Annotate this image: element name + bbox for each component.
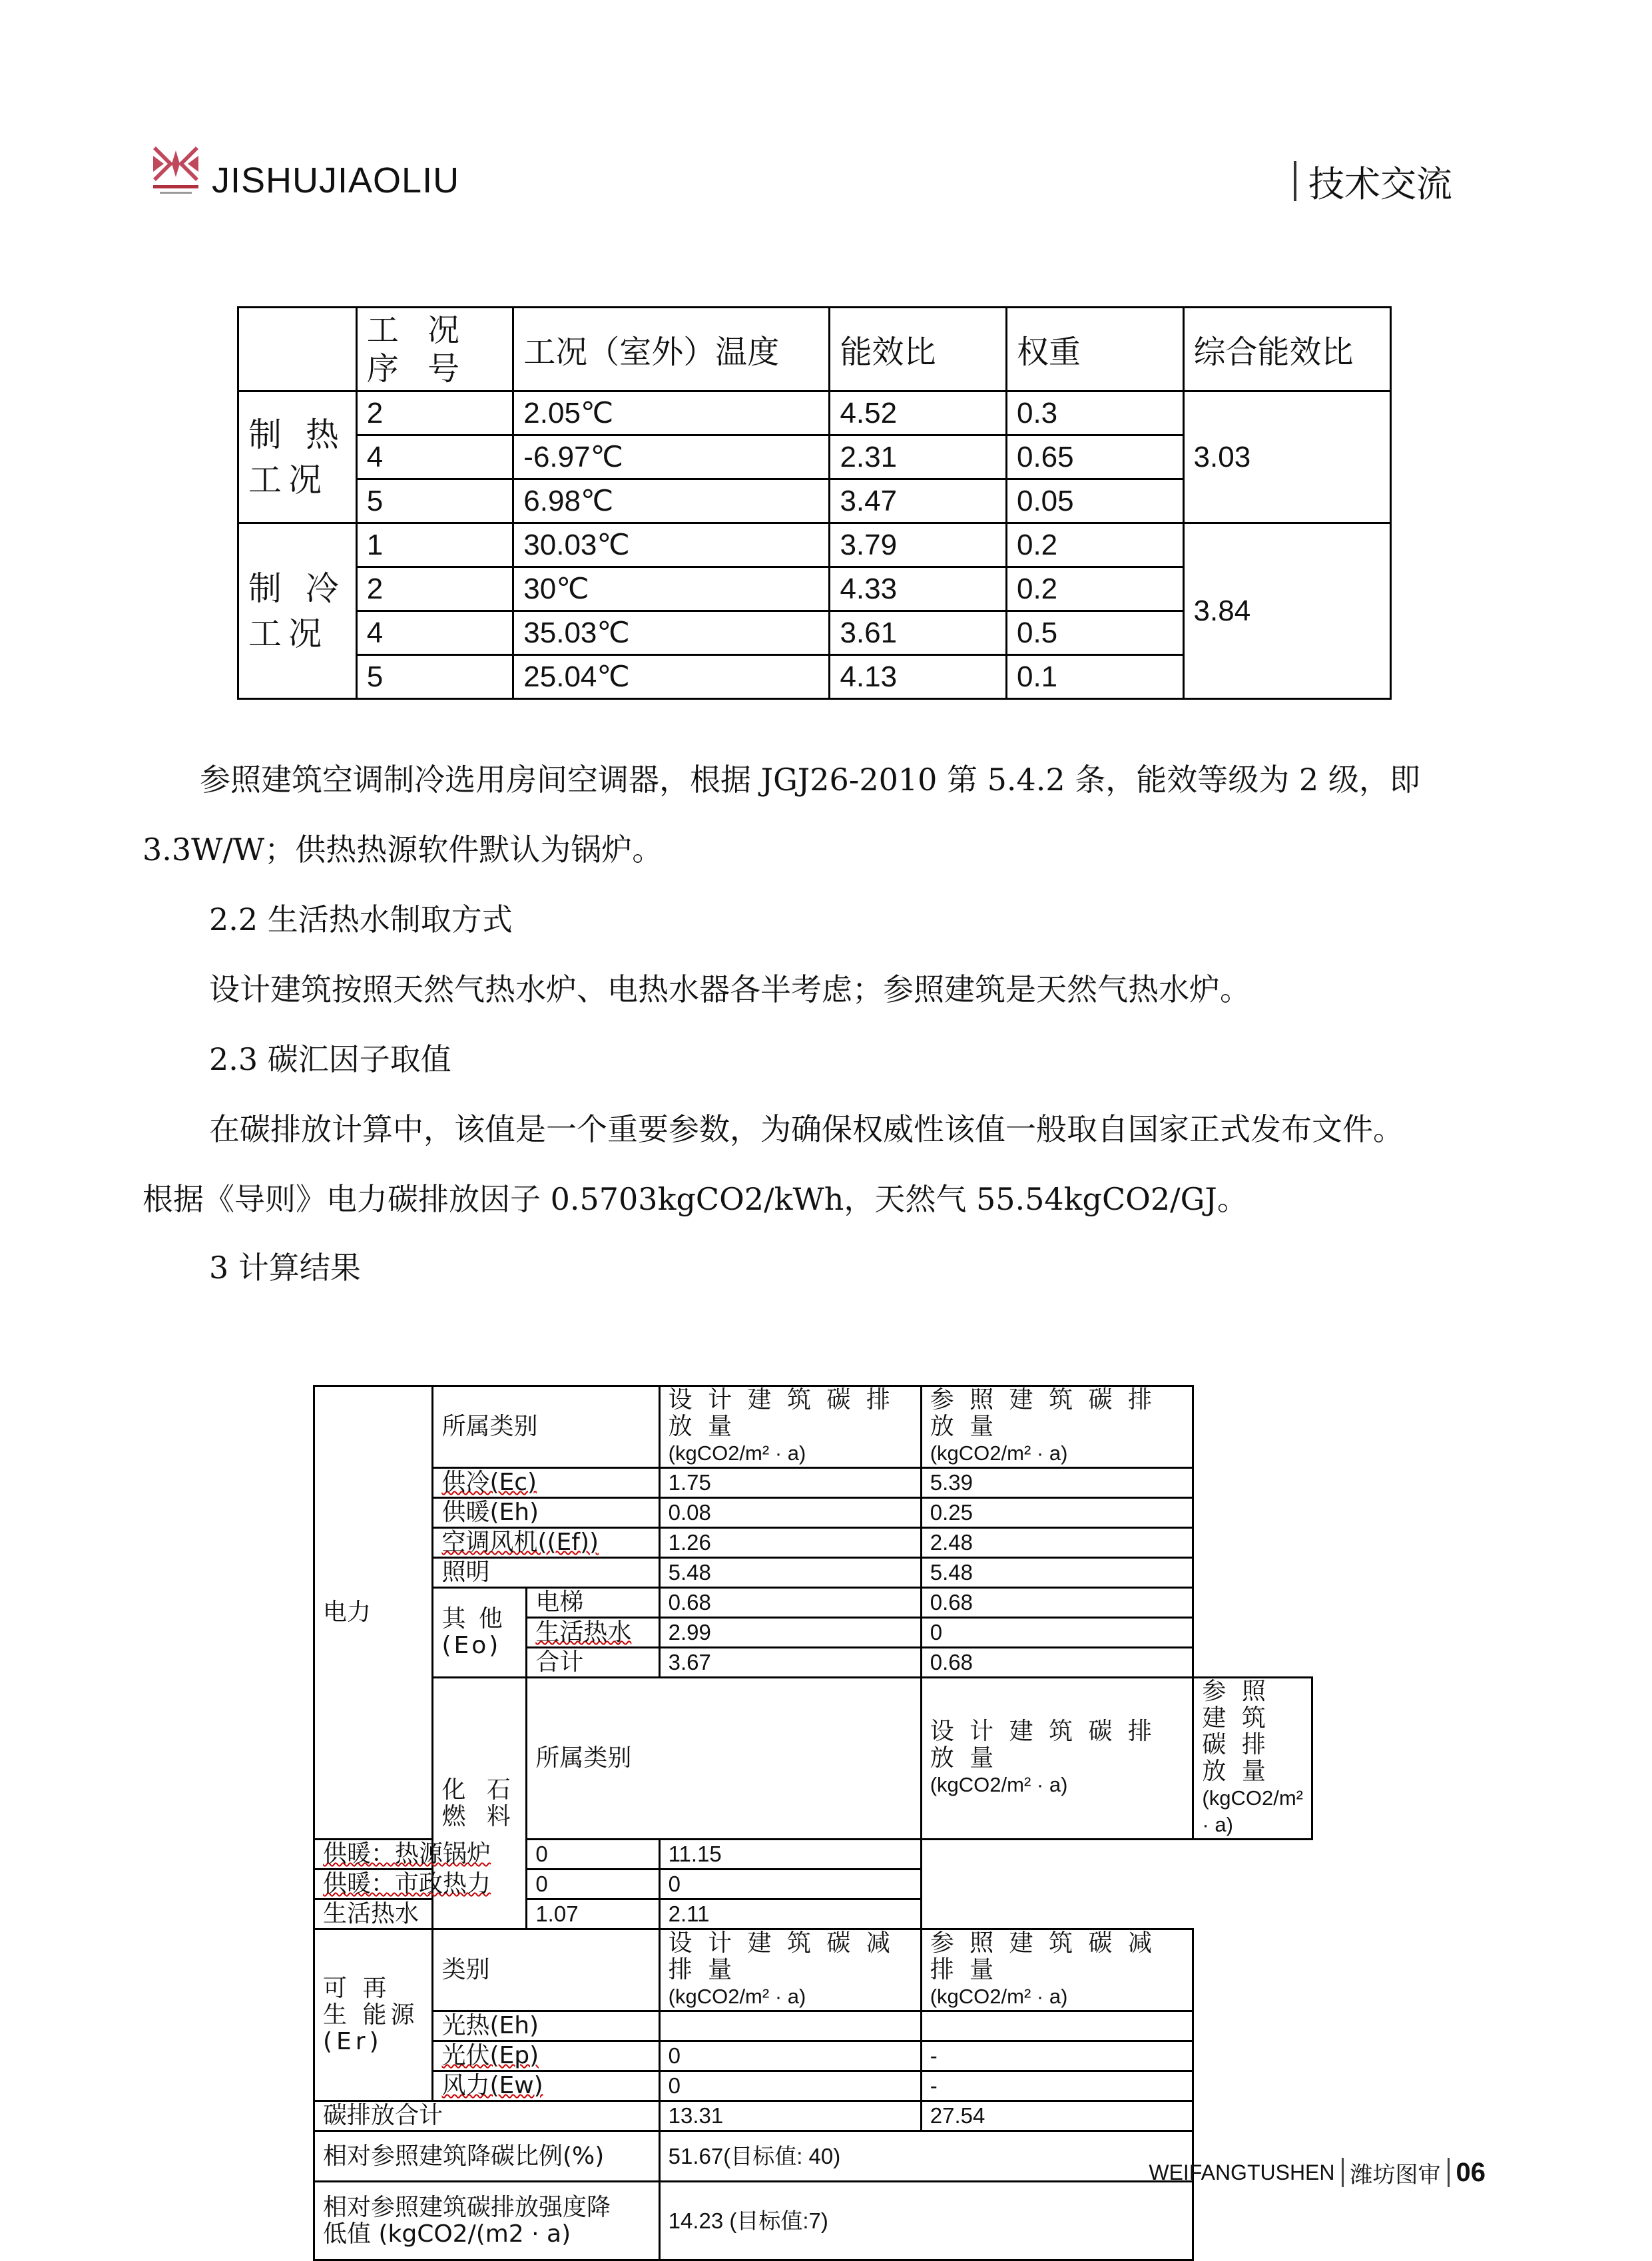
cell-eer: 3.47 bbox=[830, 479, 1007, 523]
column-header bbox=[921, 1678, 1193, 1840]
table-row bbox=[314, 1929, 1312, 2011]
column-header-unit: (kgCO2/m² · a) bbox=[668, 1441, 806, 1465]
item-name: 生活热水 bbox=[314, 1899, 527, 1929]
total-design: 13.31 bbox=[659, 2101, 921, 2131]
design-value: 5.48 bbox=[659, 1558, 921, 1588]
cell-temp: 6.98℃ bbox=[513, 479, 830, 523]
group-label-text: 化 石 燃 料 bbox=[441, 1776, 517, 1830]
table-row bbox=[314, 1498, 1312, 1528]
footer-divider bbox=[1448, 2158, 1450, 2187]
group-label-text: 制 冷 工况 bbox=[248, 569, 346, 653]
column-header-unit: (kgCO2/m² · a) bbox=[1202, 1786, 1303, 1836]
cell-no: 1 bbox=[356, 523, 513, 567]
column-header bbox=[659, 1386, 921, 1468]
table-row bbox=[238, 391, 1391, 435]
category-header: 所属类别 bbox=[433, 1386, 659, 1468]
cell-temp: 2.05℃ bbox=[513, 391, 830, 435]
cell-weight: 0.65 bbox=[1006, 435, 1183, 479]
header-divider bbox=[1294, 161, 1296, 201]
column-header-unit: (kgCO2/m² · a) bbox=[668, 1985, 806, 2008]
table-row bbox=[314, 1588, 1312, 1618]
ref-value bbox=[921, 2011, 1193, 2041]
cell-weight: 0.3 bbox=[1006, 391, 1183, 435]
intensity-value: 14.23 (目标值:7) bbox=[659, 2182, 1193, 2260]
ref-value: 2.48 bbox=[921, 1528, 1193, 1558]
header-cell-text: 工 况 序 号 bbox=[366, 311, 469, 387]
group-label-text: 制 热 工况 bbox=[248, 415, 346, 499]
item-name bbox=[433, 1528, 659, 1558]
category-header: 所属类别 bbox=[527, 1678, 921, 1840]
column-header bbox=[1193, 1678, 1312, 1840]
header-cell: 权重 bbox=[1006, 308, 1183, 391]
paragraph-line: 根据《导则》电力碳排放因子 0.5703kgCO2/kWh，天然气 55.54kgCO2/GJ。 bbox=[142, 1181, 1248, 1217]
table-row bbox=[314, 1386, 1312, 1468]
item-name-text: 供冷(Ec) bbox=[441, 1469, 537, 1496]
item-name-text: 供暖：热源锅炉 bbox=[323, 1840, 491, 1868]
item-name: 电梯 bbox=[527, 1588, 659, 1618]
logo-caption bbox=[153, 185, 198, 188]
total-ref: 27.54 bbox=[921, 2101, 1193, 2131]
cell-eer: 4.33 bbox=[830, 567, 1007, 611]
column-header-unit: (kgCO2/m² · a) bbox=[930, 1985, 1068, 2008]
footer-cn: 潍坊图审 bbox=[1350, 2161, 1441, 2188]
design-value: 2.99 bbox=[659, 1618, 921, 1648]
ref-value: - bbox=[921, 2041, 1193, 2071]
group-label bbox=[314, 1929, 433, 2101]
page-number: 06 bbox=[1456, 2157, 1486, 2187]
efficiency-table bbox=[237, 306, 1392, 700]
cell-weight: 0.2 bbox=[1006, 523, 1183, 567]
item-name bbox=[527, 1618, 659, 1648]
paragraph-line: 3.3W/W；供热热源软件默认为锅炉。 bbox=[142, 832, 663, 868]
section-heading: 3 计算结果 bbox=[209, 1250, 361, 1286]
column-header-title: 参 照 建 筑 碳 减 排 量 bbox=[930, 1929, 1156, 1983]
ref-value: 5.48 bbox=[921, 1558, 1193, 1588]
cell-weight: 0.5 bbox=[1006, 611, 1183, 655]
item-name-text: 空调风机((Ef)) bbox=[441, 1529, 599, 1556]
header-cell bbox=[238, 308, 357, 391]
header-cell: 工况（室外）温度 bbox=[513, 308, 830, 391]
intensity-label-line: 相对参照建筑碳排放强度降 bbox=[323, 2193, 611, 2221]
ref-value: 0 bbox=[659, 1870, 921, 1899]
cell-temp: 25.04℃ bbox=[513, 655, 830, 699]
paragraph-line: 参照建筑空调制冷选用房间空调器，根据 JGJ26-2010 第 5.4.2 条，能效等级为 2 级，即 bbox=[200, 762, 1420, 798]
intensity-label bbox=[314, 2182, 660, 2260]
header-cell: 综合能效比 bbox=[1183, 308, 1390, 391]
table-row bbox=[314, 1558, 1312, 1588]
cell-eer: 2.31 bbox=[830, 435, 1007, 479]
design-value: 1.75 bbox=[659, 1468, 921, 1498]
paragraph-line: 在碳排放计算中，该值是一个重要参数，为确保权威性该值一般取自国家正式发布文件。 bbox=[209, 1111, 1404, 1147]
footer-divider bbox=[1342, 2158, 1344, 2187]
ref-value: 11.15 bbox=[659, 1840, 921, 1870]
cell-no: 5 bbox=[356, 479, 513, 523]
cell-temp: 35.03℃ bbox=[513, 611, 830, 655]
group-label-text: 可 再 生 能源(Er) bbox=[323, 1974, 419, 2055]
design-value: 0 bbox=[527, 1840, 659, 1870]
group-label bbox=[238, 391, 357, 523]
item-name bbox=[314, 1870, 527, 1899]
cell-no: 5 bbox=[356, 655, 513, 699]
column-header bbox=[921, 1386, 1193, 1468]
design-value: 0 bbox=[659, 2071, 921, 2101]
item-name-text: 光伏(Ep) bbox=[441, 2042, 539, 2069]
cell-weight: 0.05 bbox=[1006, 479, 1183, 523]
table-row bbox=[314, 1528, 1312, 1558]
item-name-text: 风力(Ew) bbox=[441, 2072, 543, 2099]
footer-en: WEIFANGTUSHEN bbox=[1149, 2160, 1335, 2184]
column-header bbox=[659, 1929, 921, 2011]
table-row bbox=[314, 1870, 1312, 1899]
carbon-emission-table bbox=[313, 1385, 1313, 2261]
cell-weight: 0.1 bbox=[1006, 655, 1183, 699]
table-row bbox=[314, 2071, 1312, 2101]
group-label: 电力 bbox=[314, 1386, 433, 1840]
ref-value: 5.39 bbox=[921, 1468, 1193, 1498]
paragraph-line: 设计建筑按照天然气热水炉、电热水器各半考虑；参照建筑是天然气热水炉。 bbox=[209, 971, 1250, 1007]
header-cell: 能效比 bbox=[830, 308, 1007, 391]
item-name-text: 供暖：市政热力 bbox=[323, 1870, 491, 1897]
column-header bbox=[921, 1929, 1193, 2011]
section-heading: 2.2 生活热水制取方式 bbox=[209, 901, 513, 937]
design-value: 1.07 bbox=[527, 1899, 659, 1929]
design-value bbox=[659, 2011, 921, 2041]
subgroup-label-text: 其 他 (Eo) bbox=[441, 1605, 505, 1659]
ratio-value: 51.67(目标值: 40) bbox=[659, 2131, 1193, 2182]
table-row bbox=[314, 2041, 1312, 2071]
footer bbox=[1149, 2154, 1486, 2190]
category-header: 类别 bbox=[433, 1929, 659, 2011]
ref-value: 0.68 bbox=[921, 1648, 1193, 1678]
cell-combined: 3.03 bbox=[1183, 391, 1390, 523]
column-header-title: 设 计 建 筑 碳 排 放 量 bbox=[668, 1386, 894, 1440]
cell-temp: 30.03℃ bbox=[513, 523, 830, 567]
cell-no: 2 bbox=[356, 567, 513, 611]
design-value: 0 bbox=[659, 2041, 921, 2071]
total-label: 碳排放合计 bbox=[314, 2101, 660, 2131]
item-name bbox=[433, 2071, 659, 2101]
design-value: 3.67 bbox=[659, 1648, 921, 1678]
column-header-title: 设 计 建 筑 碳 减 排 量 bbox=[668, 1929, 894, 1983]
item-name-text: 生活热水 bbox=[535, 1619, 632, 1646]
item-name bbox=[433, 2041, 659, 2071]
column-header-unit: (kgCO2/m² · a) bbox=[930, 1773, 1068, 1796]
header-title-en: JISHUJIAOLIU bbox=[212, 160, 460, 200]
design-value: 0.08 bbox=[659, 1498, 921, 1528]
logo-icon bbox=[150, 144, 201, 201]
table-row bbox=[314, 1899, 1312, 1929]
table-row bbox=[314, 1468, 1312, 1498]
subgroup-label bbox=[433, 1588, 527, 1678]
table-row bbox=[314, 2011, 1312, 2041]
table-row bbox=[314, 1678, 1312, 1840]
ratio-label: 相对参照建筑降碳比例(%) bbox=[314, 2131, 660, 2182]
header-cell bbox=[356, 308, 513, 391]
design-value: 0 bbox=[527, 1870, 659, 1899]
cell-no: 2 bbox=[356, 391, 513, 435]
cell-temp: 30℃ bbox=[513, 567, 830, 611]
cell-eer: 4.52 bbox=[830, 391, 1007, 435]
ref-value: 0.25 bbox=[921, 1498, 1193, 1528]
cell-no: 4 bbox=[356, 435, 513, 479]
cell-weight: 0.2 bbox=[1006, 567, 1183, 611]
design-value: 1.26 bbox=[659, 1528, 921, 1558]
table-header-row bbox=[238, 308, 1391, 391]
cell-temp: -6.97℃ bbox=[513, 435, 830, 479]
item-name: 合计 bbox=[527, 1648, 659, 1678]
ref-value: 0 bbox=[921, 1618, 1193, 1648]
item-name bbox=[314, 1840, 527, 1870]
ref-value: 0.68 bbox=[921, 1588, 1193, 1618]
table-row bbox=[238, 523, 1391, 567]
group-label bbox=[238, 523, 357, 699]
section-heading: 2.3 碳汇因子取值 bbox=[209, 1041, 451, 1077]
column-header-title: 参 照 建 筑 碳 排 放 量 bbox=[930, 1386, 1156, 1440]
design-value: 0.68 bbox=[659, 1588, 921, 1618]
cell-no: 4 bbox=[356, 611, 513, 655]
cell-eer: 3.79 bbox=[830, 523, 1007, 567]
table-row bbox=[314, 1840, 1312, 1870]
ref-value: 2.11 bbox=[659, 1899, 921, 1929]
item-name: 照明 bbox=[433, 1558, 659, 1588]
ref-value: - bbox=[921, 2071, 1193, 2101]
column-header-title: 参 照 建 筑 碳 排 放 量 bbox=[1202, 1678, 1270, 1785]
table-row bbox=[314, 2101, 1312, 2131]
header-section bbox=[1294, 157, 1452, 205]
column-header-title: 设 计 建 筑 碳 排 放 量 bbox=[930, 1718, 1156, 1772]
header-title-cn: 技术交流 bbox=[1308, 162, 1452, 205]
column-header-unit: (kgCO2/m² · a) bbox=[930, 1441, 1068, 1465]
item-name bbox=[433, 1468, 659, 1498]
cell-combined: 3.84 bbox=[1183, 523, 1390, 699]
intensity-label-line: 低值 (kgCO2/(m2 · a) bbox=[323, 2220, 571, 2248]
cell-eer: 4.13 bbox=[830, 655, 1007, 699]
cell-eer: 3.61 bbox=[830, 611, 1007, 655]
table-row bbox=[314, 2182, 1312, 2260]
item-name: 光热(Eh) bbox=[433, 2011, 659, 2041]
item-name: 供暖(Eh) bbox=[433, 1498, 659, 1528]
